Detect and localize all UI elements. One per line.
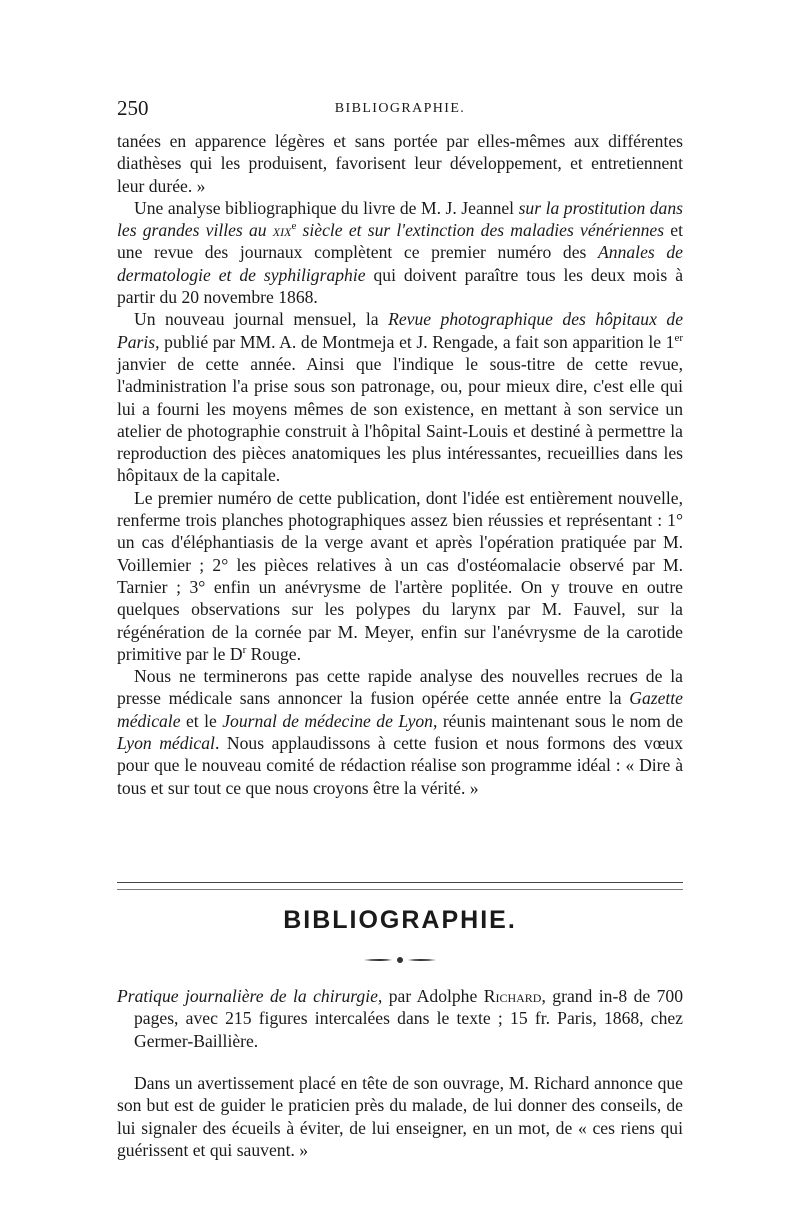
bibliography-entry bbox=[117, 985, 683, 1052]
text-run: Une analyse bibliographique du livre de M. J. Jeannel bbox=[134, 197, 519, 218]
superscript: er bbox=[674, 331, 683, 344]
text-run: par Adolphe bbox=[382, 986, 484, 1006]
page-number: 250 bbox=[117, 96, 149, 120]
journal-title: Journal de médecine de Lyon bbox=[222, 710, 433, 731]
entry-title: Pratique journalière de la chirurgie, bbox=[117, 986, 383, 1006]
book-title-part: siècle et sur l'extinction des maladies vénériennes bbox=[296, 220, 665, 241]
book-title-part: sur la prostitution dans les grandes villes au bbox=[117, 197, 683, 241]
text-run: Un nouveau journal mensuel, la bbox=[134, 309, 389, 330]
running-head: BIBLIOGRAPHIE. bbox=[334, 101, 466, 116]
text-run: et une revue des journaux complètent ce premier numéro des bbox=[117, 220, 683, 263]
section-title: BIBLIOGRAPHIE. bbox=[283, 906, 517, 934]
superscript: r bbox=[242, 643, 247, 656]
text-run: et le bbox=[180, 710, 223, 731]
page-header bbox=[117, 96, 683, 122]
text-run: Nous ne terminerons pas cette rapide analyse des nouvelles recrues de la presse médicale sans annoncer la fusion opérée cette année entre la bbox=[117, 666, 683, 709]
paragraph-2 bbox=[117, 197, 683, 308]
ornament-divider bbox=[360, 950, 440, 970]
text-run: Le premier numéro de cette publication, dont l'idée est entièrement nouvelle, renferme trois planches photographiques assez bien réussies et représentant : 1° un cas d'éléphantiasis de la verge avant et après l'opération pratiquée par M. Voillemier ; 2° les pièces relatives à un cas d'ostéomalacie observé par M. Tarnier ; 3° enfin un anévrysme de l'artère poplitée. On y trouve en outre quelques observations sur les polypes du larynx par M. Fauvel, sur la régénération de la cornée par M. Meyer, enfin sur l'anévrysme de la carotide primitive par le D bbox=[117, 487, 683, 664]
century-numeral: xix bbox=[272, 220, 292, 241]
journal-title: Annales de dermatologie et de syphiligraphie bbox=[117, 242, 683, 285]
text-run: , publié par MM. A. de Montmeja et J. Rengade, a fait son apparition le 1 bbox=[155, 331, 675, 352]
journal-title: Gazette médicale bbox=[117, 688, 683, 731]
paragraph-3 bbox=[117, 308, 683, 486]
text-run: qui doivent paraître tous les deux mois à partir du 20 novembre 1868. bbox=[117, 264, 683, 308]
entry-author: Richard bbox=[483, 986, 542, 1006]
text-run: Rouge. bbox=[246, 643, 301, 664]
text-run: , réunis maintenant sous le nom de bbox=[432, 710, 684, 731]
review-paragraph-1: Dans un avertissement placé en tête de son ouvrage, M. Richard annonce que son but est de guider le praticien près du malade, de lui donner des conseils, de lui signaler des écueils à éviter, de lui enseigner, en un mot, de « ces riens qui guérissent et qui sauvent. » bbox=[117, 1073, 683, 1160]
article-body bbox=[117, 130, 683, 799]
paragraph-1: tanées en apparence légères et sans portée par elles-mêmes aux différentes diathèses qui les produisent, favorisent leur développement, et entretiennent leur durée. » bbox=[117, 131, 683, 196]
journal-title: Lyon médical bbox=[117, 733, 215, 754]
journal-title: Revue photographique des hôpitaux de Paris bbox=[117, 309, 683, 352]
text-run: . Nous applaudissons à cette fusion et nous formons des vœux pour que le nouveau comité de rédaction réalise son programme idéal : « Dire à tous et sur tout ce que nous croyons être la vérité. » bbox=[117, 733, 683, 798]
paragraph-5 bbox=[117, 665, 683, 799]
superscript: e bbox=[291, 220, 297, 233]
review-body bbox=[117, 1072, 683, 1161]
text-run: janvier de cette année. Ainsi que l'indique le sous-titre de cette revue, l'administration l'a prise sous son patronage, ou, pour mieux dire, c'est elle qui lui a fourni les moyens mêmes de son existence, en mettant à son service un atelier de photographie construit à l'hôpital Saint-Louis et destiné à permettre la reproduction des pièces anatomiques les plus intéressantes, recueillies dans les hôpitaux de la capitale. bbox=[117, 353, 683, 486]
text-run: , grand in-8 de 700 pages, avec 215 figures intercalées dans le texte ; 15 fr. Paris, 1868, chez Germer-Baillière. bbox=[134, 986, 683, 1051]
paragraph-4 bbox=[117, 487, 683, 665]
section-divider bbox=[117, 882, 683, 890]
